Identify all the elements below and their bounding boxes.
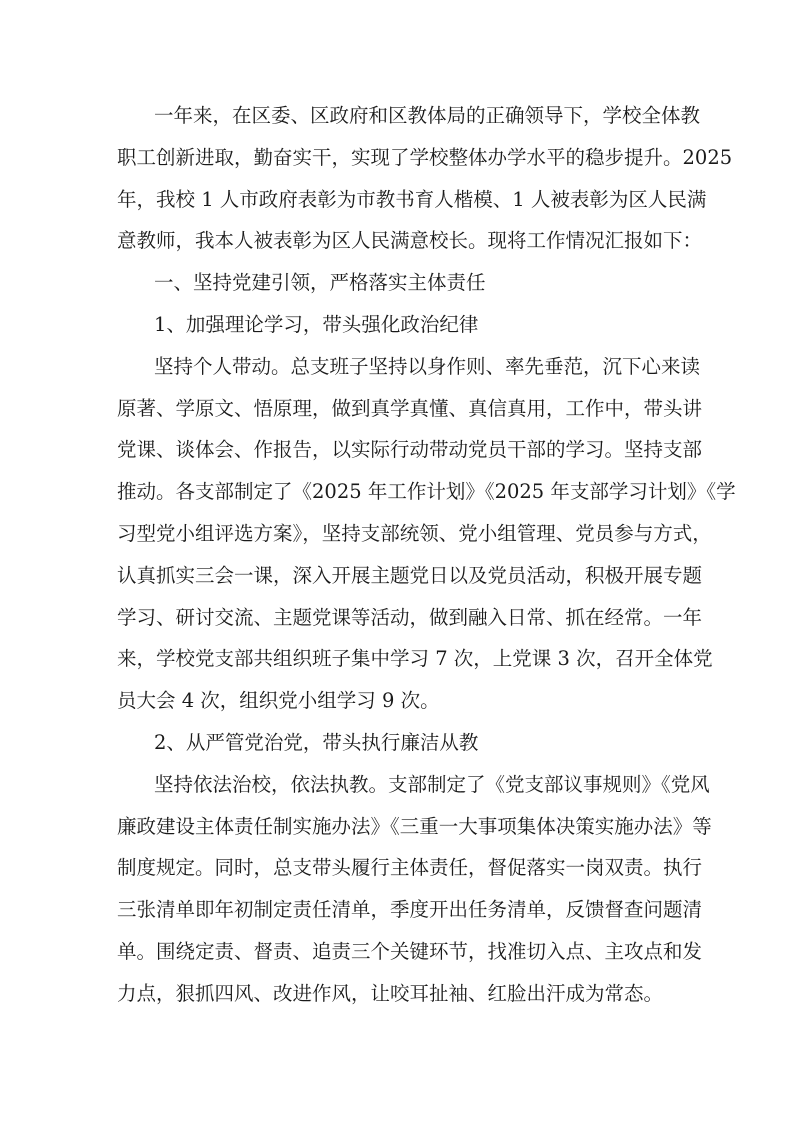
section-heading: 一、坚持党建引领，严格落实主体责任 (154, 271, 486, 295)
text-line: 习型党小组评选方案》，坚持支部统领、党小组管理、党员参与方式， (117, 521, 712, 545)
subsection-heading: 2、从严管党治党，带头执行廉洁从教 (154, 730, 479, 754)
text-line: 意教师，我本人被表彰为区人民满意校长。现将工作情况汇报如下： (117, 229, 703, 253)
text-line: 原著、学原文、悟原理，做到真学真懂、真信真用，工作中，带头讲 (117, 396, 703, 420)
text-line: 职工创新进取，勤奋实干，实现了学校整体办学水平的稳步提升。2025 (117, 145, 733, 169)
text-line: 来，学校党支部共组织班子集中学习 7 次，上党课 3 次，召开全体党 (117, 647, 713, 671)
text-line: 坚持依法治校，依法执教。支部制定了《党支部议事规则》《党风 (154, 772, 710, 796)
text-line: 一年来，在区委、区政府和区教体局的正确领导下，学校全体教 (154, 104, 701, 127)
document-page (117, 95, 736, 1015)
text-line: 推动。各支部制定了《2025 年工作计划》《2025 年支部学习计划》《学 (117, 480, 736, 504)
body-paragraph (117, 764, 712, 1015)
text-line: 党课、谈体会、作报告，以实际行动带动党员干部的学习。坚持支部 (117, 438, 703, 462)
text-line: 单。围绕定责、督责、追责三个关键环节，找准切入点、主攻点和发 (117, 939, 703, 963)
text-line: 认真抓实三会一课，深入开展主题党日以及党员活动，积极开展专题 (117, 563, 703, 587)
text-line: 三张清单即年初制定责任清单，季度开出任务清单，反馈督查问题清 (117, 898, 703, 922)
text-line: 力点，狠抓四风、改进作风，让咬耳扯袖、红脸出汗成为常态。 (117, 981, 664, 1005)
text-line: 学习、研讨交流、主题党课等活动，做到融入日常、抓在经常。一年 (117, 605, 703, 629)
text-line: 年，我校 1 人市政府表彰为市教书育人楷模、1 人被表彰为区人民满 (117, 187, 707, 211)
text-line: 员大会 4 次，组织党小组学习 9 次。 (117, 689, 440, 713)
text-line: 坚持个人带动。总支班子坚持以身作则、率先垂范，沉下心来读 (154, 354, 701, 378)
text-line: 制度规定。同时，总支带头履行主体责任，督促落实一岗双责。执行 (117, 856, 703, 880)
intro-paragraph (117, 95, 733, 262)
subsection-heading: 1、加强理论学习，带头强化政治纪律 (154, 312, 479, 336)
body-paragraph (117, 346, 736, 722)
text-line: 廉政建设主体责任制实施办法》《三重一大事项集体决策实施办法》等 (117, 814, 712, 838)
